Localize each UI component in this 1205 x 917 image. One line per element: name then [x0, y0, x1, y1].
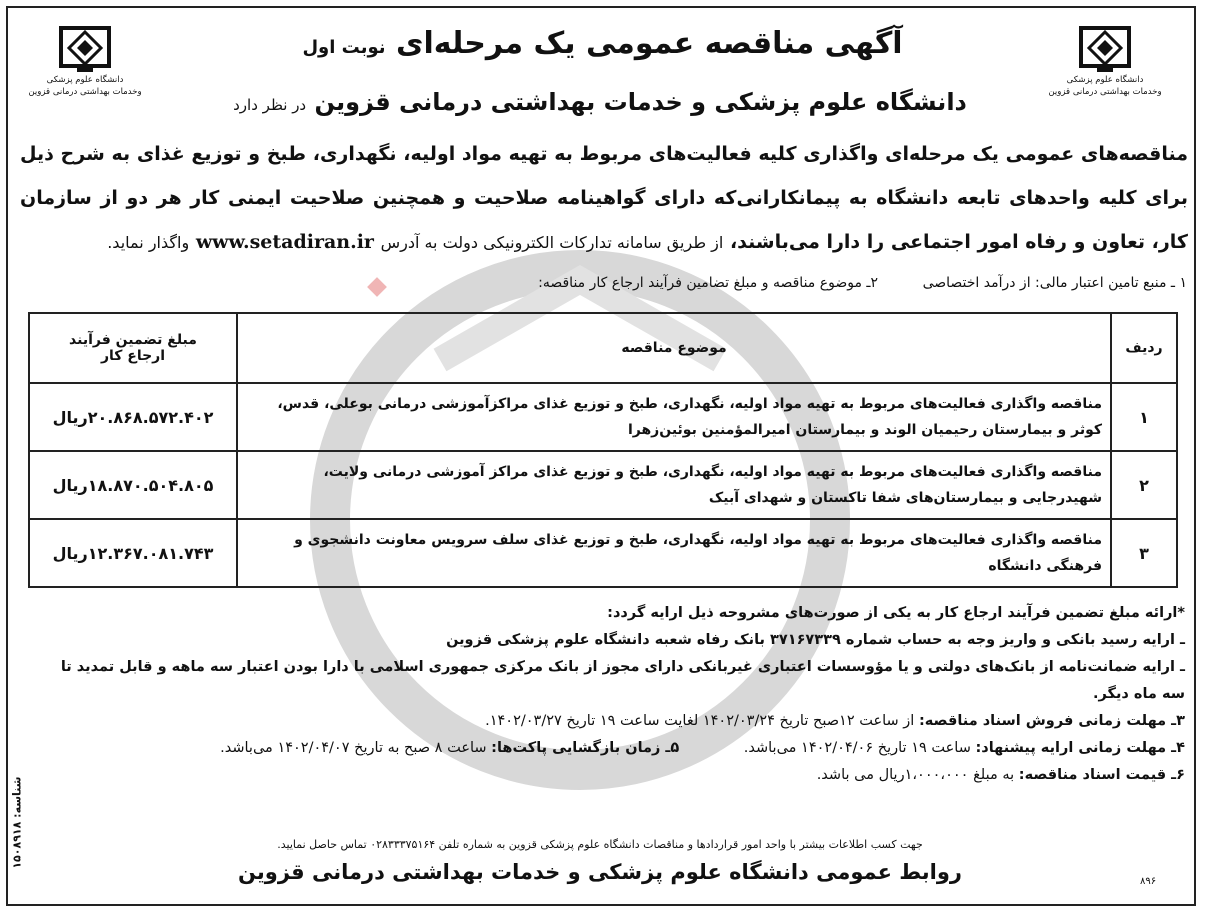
subheading-item1: ۱ ـ منبع تامین اعتبار مالی: از درآمد اختصاصی [922, 275, 1187, 291]
subheading [538, 275, 1187, 291]
row-amount: ۱۲.۳۶۷.۰۸۱.۷۴۳ریال [29, 519, 237, 587]
document-price [40, 762, 1185, 789]
ad-code: ۸۹۶ [1140, 876, 1157, 887]
footer-public-relations: روابط عمومی دانشگاه علوم پزشکی و خدمات بهداشتی درمانی قزوین [238, 860, 962, 884]
header-amount-line2: ارجاع کار [100, 348, 166, 364]
contact-info: جهت کسب اطلاعات بیشتر با واحد امور قراردادها و مناقصات دانشگاه علوم پزشکی قزوین به شماره تلفن ۰۲۸۳۳۳۷۵۱۶۴ تماس حاصل نمایید. [277, 838, 923, 851]
university-heading [200, 88, 1000, 116]
guarantee-heading: *ارائه مبلغ تضمین فرآیند ارجاع کار به یکی از صورت‌های مشروحه ذیل ارایه گردد: [607, 605, 1185, 621]
tender-table [28, 312, 1178, 588]
bank-receipt-note: ـ ارایه رسید بانکی و واریز وجه به حساب شماره ۳۷۱۶۷۳۳۹ بانک رفاه شعبه دانشگاه علوم پزشکی قزوین [446, 632, 1185, 648]
table-row [29, 383, 1177, 451]
intends-text: در نظر دارد [233, 96, 307, 114]
sale-deadline-label: ۳ـ مهلت زمانی فروش اسناد مناقصه: [918, 713, 1185, 729]
header-subject: موضوع مناقصه [237, 313, 1111, 383]
table-row [29, 519, 1177, 587]
university-logo-left [20, 24, 150, 98]
row-amount: ۲۰.۸۶۸.۵۷۲.۴۰۲ریال [29, 383, 237, 451]
document-price-label: ۶ـ قیمت اسناد مناقصه: [1018, 767, 1185, 783]
submit-deadline-label: ۴ـ مهلت زمانی ارایه پیشنهاد: [975, 740, 1185, 756]
document-price-text: به مبلغ ۱،۰۰۰،۰۰۰ریال می باشد. [816, 767, 1015, 783]
subheading-item2: ۲ـ موضوع مناقصه و مبلغ تضامین فرآیند ارجاع کار مناقصه: [538, 275, 879, 291]
opening-time-label: ۵ـ زمان بازگشایی پاکت‌ها: [491, 740, 680, 756]
university-emblem-icon [55, 24, 115, 74]
notice-title [230, 26, 975, 61]
header-amount-line1: مبلغ تضمین فرآیند [69, 332, 197, 348]
logo-text-line2: وخدمات بهداشتی درمانی قزوین [28, 87, 142, 97]
side-id: شناسه: ۱۵۰۸۹۱۸ [10, 776, 24, 869]
notice-round: نوبت اول [302, 37, 386, 58]
logo-text-line2: وخدمات بهداشتی درمانی قزوین [1048, 87, 1162, 97]
table-header-row [29, 313, 1177, 383]
intro-normal-text: از طریق سامانه تدارکات الکترونیکی دولت به آدرس [380, 233, 724, 252]
header-amount [29, 313, 237, 383]
row-subject: مناقصه واگذاری فعالیت‌های مربوط به تهیه مواد اولیه، نگهداری، طبخ و توزیع غذای مراکز آموزشی درمانی ولایت، شهیدرجایی و بیمارستان‌های شفا تاکستان و شهدای آبیک [237, 451, 1111, 519]
intro-paragraph [20, 132, 1188, 265]
row-number: ۲ [1111, 451, 1177, 519]
opening-time-text: ساعت ۸ صبح به تاریخ ۱۴۰۲/۰۴/۰۷ می‌باشد. [220, 740, 487, 756]
notice-title-main: آگهی مناقصه عمومی یک مرحله‌ای [396, 26, 903, 61]
submit-deadline-text: ساعت ۱۹ تاریخ ۱۴۰۲/۰۴/۰۶ می‌باشد. [743, 740, 971, 756]
bank-guarantee-note: ـ ارایه ضمانت‌نامه از بانک‌های دولتی و یا مؤوسسات اعتباری غیربانکی دارای مجوز از بانک مرکزی جمهوری اسلامی با دارا بودن اعتبار سه ماهه و قابل تمدید تا سه ماه دیگر. [60, 659, 1185, 702]
university-emblem-icon [1075, 24, 1135, 74]
logo-text-line1: دانشگاه علوم پزشکی [1066, 75, 1144, 85]
intro-bold-text: مناقصه‌های عمومی یک مرحله‌ای واگذاری کلیه فعالیت‌های مربوط به تهیه مواد اولیه، نگهداری، طبخ و توزیع غذای به شرح ذیل برای کلیه واحدهای تابعه دانشگاه به پیمانکارانی‌که دارای گواهینامه صلاحیت و همچنین صلاحیت ایمنی کار هر دو از سازمان کار، تعاون و رفاه امور اجتماعی را دارا می‌باشند، [20, 143, 1188, 253]
header-row-number: ردیف [1111, 313, 1177, 383]
table-row [29, 451, 1177, 519]
submit-and-opening [40, 735, 1185, 762]
university-logo-right [1040, 24, 1170, 98]
row-number: ۱ [1111, 383, 1177, 451]
row-amount: ۱۸.۸۷۰.۵۰۴.۸۰۵ریال [29, 451, 237, 519]
logo-text-line1: دانشگاه علوم پزشکی [46, 75, 124, 85]
row-number: ۳ [1111, 519, 1177, 587]
university-name: دانشگاه علوم پزشکی و خدمات بهداشتی درمانی قزوین [314, 88, 967, 116]
side-id-container [2, 776, 24, 890]
notes-section [40, 600, 1185, 789]
setadiran-link[interactable]: www.setadiran.ir [195, 231, 374, 253]
sale-deadline [40, 708, 1185, 735]
row-subject: مناقصه واگذاری فعالیت‌های مربوط به تهیه مواد اولیه، نگهداری، طبخ و توزیع غذای سلف سرویس معاونت دانشجوی و فرهنگی دانشگاه [237, 519, 1111, 587]
intro-end-text: واگذار نماید. [107, 233, 190, 252]
sale-deadline-text: از ساعت ۱۲صبح تاریخ ۱۴۰۲/۰۳/۲۴ لغایت ساعت ۱۹ تاریخ ۱۴۰۲/۰۳/۲۷. [485, 713, 915, 729]
row-subject: مناقصه واگذاری فعالیت‌های مربوط به تهیه مواد اولیه، نگهداری، طبخ و توزیع غذای مراکزآموزشی درمانی بوعلی، قدس، کوثر و بیمارستان رحیمیان الوند و بیمارستان امیرالمؤمنین بوئین‌زهرا [237, 383, 1111, 451]
